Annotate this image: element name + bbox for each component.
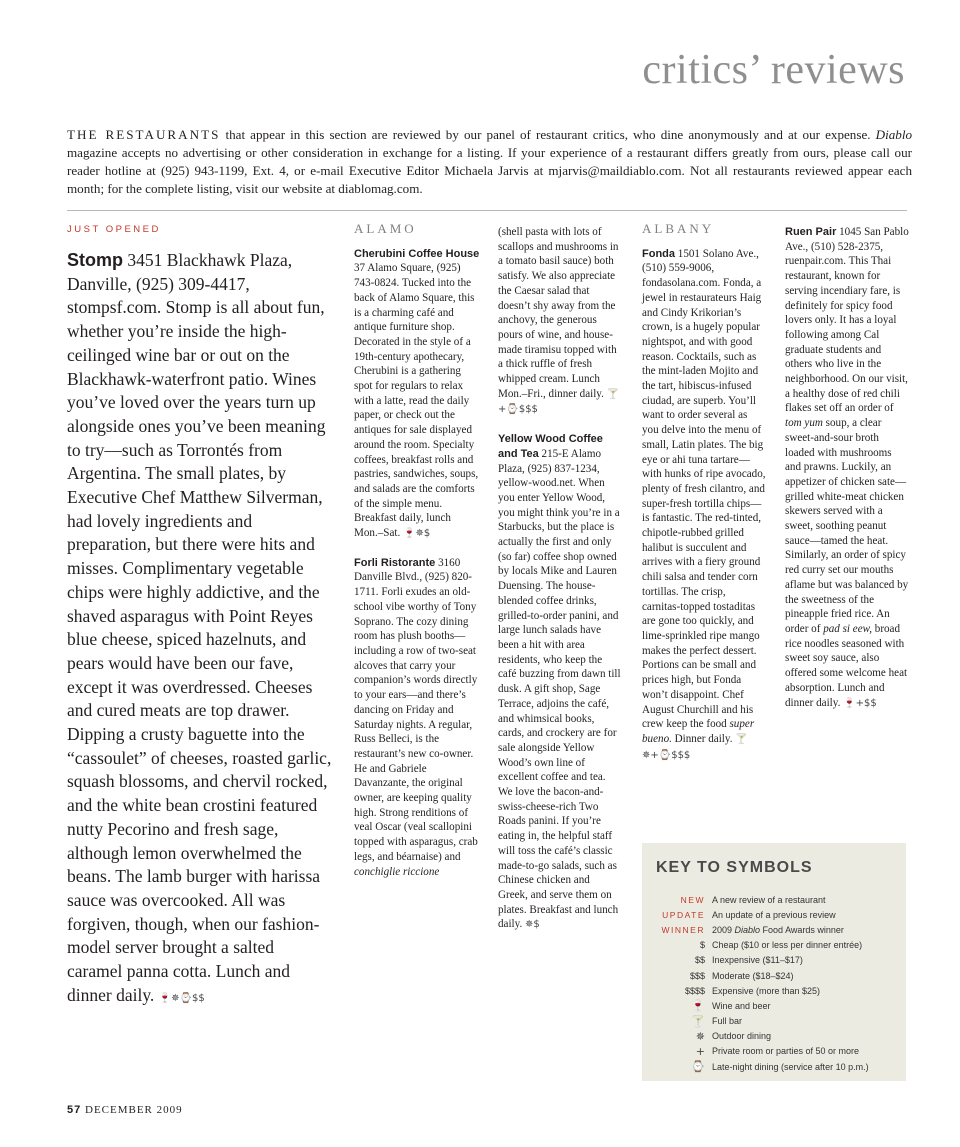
ruen-pair-review (785, 225, 909, 711)
key-code-dollar: $ (699, 940, 705, 951)
fonda-text-2: Dinner daily. (671, 732, 736, 745)
key-desc: An update of a previous review (712, 909, 836, 920)
fonda-name: Fonda (642, 247, 675, 260)
intro-text-2: magazine accepts no advertising or other consideration in exchange for a listing. If your experience of a restaurant differs greatly from ours, please call our reader hotline at (925) 943-1199, Ext. 4, or e-mail Executive Editor Michaela Jarvis at mjarvis@maildiablo.com. Not all restaurants reviewed appear each month; for the complete listing, visit our website at diablomag.com. (67, 145, 912, 196)
page-footer (67, 1104, 183, 1116)
fonda-review (642, 247, 766, 764)
alamo-column (354, 222, 482, 879)
albany-column (642, 222, 766, 763)
page-number: 57 (67, 1104, 82, 1116)
key-code-dollar: $$$$ (684, 985, 705, 996)
fonda-symbols: 🍸✵+⌚$$$ (642, 733, 748, 761)
key-desc: Late-night dining (service after 10 p.m.) (712, 1061, 869, 1072)
stomp-text: 3451 Blackhawk Plaza, Danville, (925) 309-4417, stompsf.com. Stomp is all about fun, whether you’re inside the high-ceilinged wine bar or out on the Blackhawk-waterfront patio. Wines you’ve loved over the years turn up alongside ones you’ve been meaning to try—such as Torrontés from Argentina. The small plates, by Executive Chef Matthew Silverman, had lovely ingredients and preparation, but there were hits and misses. Complimentary vegetable chips were highly addictive, and the shaved asparagus with Point Reyes blue cheese, spiced hazelnuts, and pears would have been our fave, except it was overdressed. Cheeses and cured meats are top drawer. Dipping a crusty baguette into the “cassoulet” of cheeses, roasted garlic, squash blossoms, and chervil rocked, and the white bean crostini featured nutty Pecorino and fresh sage, although lemon overwhelmed the beans. The lamb burger with harissa sauce was overcooked. All was forgiven, though, when our fashion-model server brought a salted caramel panna cotta. Lunch and dinner daily. (67, 250, 332, 1005)
key-desc: Private room or parties of 50 or more (712, 1046, 860, 1057)
key-desc: Wine and beer (712, 1000, 771, 1011)
issue-date: DECEMBER 2009 (85, 1104, 183, 1116)
cherubini-text: 37 Alamo Square, (925) 743-0824. Tucked into the back of Alamo Square, this is a charming café and antique furniture shop. Decorated in the style of a 19th-century apothecary, Cherubini is a gathering spot for regulars to relax with a latte, read the daily paper, or check out the antiques for sale displayed around the room. Specialty coffees, breakfast rolls and pastries, sandwiches, soups, and salads are the comforts of the simple menu. Breakfast daily, lunch Mon.–Sat. (354, 262, 479, 540)
key-code-dollar: $$$ (689, 970, 705, 981)
stomp-review (67, 249, 332, 1011)
key-code-new: NEW (680, 894, 705, 905)
forli-name: Forli Ristorante (354, 556, 436, 569)
forli-review-part-2 (498, 225, 622, 418)
ruen-pair-text-1: 1045 San Pablo Ave., (510) 528-2375, ruenpair.com. This Thai restaurant, known for serving incendiary fare, is definitely for spicy food lovers only. It has a loyal following among Cal graduate students and others who live in the neighborhood. On our visit, a healthy dose of red chili flakes set off an order of (785, 226, 909, 415)
key-desc: 2009 Diablo Food Awards winner (712, 924, 844, 935)
yellow-wood-review (498, 432, 622, 933)
key-desc: Outdoor dining (712, 1031, 772, 1042)
cherubini-review (354, 247, 482, 542)
location-heading-albany: ALBANY (642, 221, 715, 236)
key-desc: Inexpensive ($11–$17) (712, 955, 803, 966)
cherubini-symbols: 🍷✵$ (403, 528, 431, 540)
plus-icon: + (695, 1044, 705, 1058)
key-code-winner: WINNER (661, 924, 705, 935)
section-title: critics’ reviews (642, 47, 905, 93)
divider-rule (67, 210, 907, 211)
forli-symbols: 🍸+⌚$$$ (498, 388, 620, 416)
key-row-winner (642, 922, 906, 937)
key-desc: Full bar (712, 1016, 743, 1027)
key-row-late-night (642, 1059, 906, 1074)
key-code-update: UPDATE (662, 909, 705, 920)
yellow-wood-text: 215-E Alamo Plaza, (925) 837-1234, yellow-wood.net. When you enter Yellow Wood, you might think you’re in a Starbucks, but the place is actually the first and only (so far) coffee shop owned by locals Mike and Lauren Duensing. The house-blended coffee drinks, grilled-to-order panini, and large lunch salads have been a hit with area residents, who keep the café buzzing from dawn till dusk. A gift shop, Sage Terrace, adjoins the café, and whimsical books, cards, and crockery are for sale alongside Yellow Wood’s own line of excellent coffee and tea. We love the bacon-and-swiss-cheese-rich Two Roads panini. If you’re eating in, the helpful staff will toss the café’s classic made-to-go salads, such as Chinese chicken and Greek, and serve them on plates. Breakfast and lunch daily. (498, 447, 621, 931)
forli-text-2: (shell pasta with lots of scallops and mushrooms in a tomato basil sauce) both satisfy. We also appreciate the Caesar salad that doesn’t shy away from the anchovy, the generous pours of wine, and house-made tiramisu topped with a thick ruffle of fresh whipped cream. Lunch Mon.–Fri., dinner daily. (498, 226, 619, 400)
alamo-continued-column (498, 225, 622, 933)
key-desc: Expensive (more than $25) (712, 985, 821, 996)
key-row-full-bar (642, 1014, 906, 1029)
forli-review-part-1 (354, 556, 482, 879)
key-title: KEY TO SYMBOLS (656, 859, 813, 876)
key-code-dollar: $$ (694, 955, 705, 966)
albany-continued-column (785, 225, 909, 711)
stomp-symbols: 🍷✵⌚$$ (158, 992, 205, 1004)
intro-magazine-name: Diablo (875, 127, 912, 142)
key-row-outdoor (642, 1029, 906, 1044)
ruen-pair-name: Ruen Pair (785, 226, 837, 238)
key-row-inexpensive (642, 953, 906, 968)
sun-icon: ✵ (695, 1029, 705, 1043)
intro-lead: THE RESTAURANTS (67, 127, 221, 142)
location-heading-alamo: ALAMO (354, 221, 417, 236)
clock-icon: ⌚ (691, 1060, 705, 1074)
cherubini-name: Cherubini Coffee House (354, 247, 480, 260)
key-desc: Cheap ($10 or less per dinner entrée) (712, 940, 863, 951)
key-row-wine (642, 998, 906, 1013)
key-row-moderate (642, 968, 906, 983)
key-desc: A new review of a restaurant (712, 894, 826, 905)
forli-dish-italic: conchiglie riccione (354, 865, 440, 878)
key-desc: Moderate ($18–$24) (712, 970, 794, 981)
just-opened-label: JUST OPENED (67, 224, 161, 235)
ruen-pair-italic-1: tom yum (785, 417, 823, 430)
key-row-cheap (642, 938, 906, 953)
key-to-symbols-box (642, 843, 906, 1081)
intro-paragraph (67, 126, 912, 198)
key-row-expensive (642, 983, 906, 998)
ruen-pair-text-3: broad rice noodles seasoned with sweet soy sauce, also offered some welcome heat absorption. Lunch and dinner daily. (785, 622, 908, 709)
key-row-update (642, 907, 906, 922)
yellow-wood-symbols: ✵$ (525, 919, 540, 931)
fonda-text-1: 1501 Solano Ave., (510) 559-9006, fondasolana.com. Fonda, a jewel in restaurateurs Haig and Cindy Krikorian’s crown, is a hugely popular nightspot, and with good reason. Cocktails, such as the mint-laden Mojito and the tart, hibiscus-infused ciudad, are superb. You’ll want to order several as you delve into the menu of small, Latin plates. The big eye or ahi tuna tartare—with hunks of ripe avocado, plenty of fresh cilantro, and super-fresh tortilla chips—is fantastic. The red-tinted, chipotle-rubbed grilled halibut is succulent and arrives with a fiery ground chili salsa and tender corn tortillas. The crisp, carnitas-topped tostaditas are gone too quickly, and lime-sprinkled ripe mango makes the perfect dessert. Portions can be small and prices high, but Fonda won’t disappoint. Chef August Churchill and his crew keep the food (642, 247, 766, 731)
key-row-new (642, 892, 906, 907)
key-rows (642, 892, 906, 1074)
yellow-wood-name: Yellow Wood Coffee and Tea (498, 433, 603, 460)
just-opened-column (67, 224, 332, 1011)
ruen-pair-text-2: soup, a clear sweet-and-sour broth loaded with mushrooms and prawns. Luckily, an appetizer of chicken sate—grilled white-meat chicken skewers served with a sweet, soothing peanut sauce—tamed the heat. Similarly, an order of spicy red curry set our mouths aflame but was balanced by the sweetness of the pineapple fried rice. An order of (785, 417, 909, 635)
stomp-name: Stomp (67, 250, 123, 270)
cocktail-glass-icon: 🍸 (691, 1014, 705, 1028)
forli-text-1: 3160 Danville Blvd., (925) 820-1711. Forli exudes an old-school vibe worthy of Tony Soprano. The cozy dining room has plush booths—including a row of two-seat alcoves that carry your companion’s words directly to your ears—and there’s dancing on Friday and Saturday nights. A regular, Russ Belleci, is the restaurant’s new co-owner. He and Gabriele Davanzante, the original owner, are keeping quality high. Strong renditions of veal Oscar (veal scallopini topped with asparagus, crab legs, and béarnaise) and (354, 556, 478, 863)
ruen-pair-symbols: 🍷+$$ (843, 697, 877, 709)
key-row-private-room (642, 1044, 906, 1059)
wine-glass-icon: 🍷 (691, 999, 705, 1013)
fonda-italic: super bueno. (642, 718, 755, 745)
ruen-pair-italic-2: pad si eew, (823, 622, 872, 635)
intro-text-1: that appear in this section are reviewed by our panel of restaurant critics, who dine anonymously and at our expense. (220, 127, 876, 142)
